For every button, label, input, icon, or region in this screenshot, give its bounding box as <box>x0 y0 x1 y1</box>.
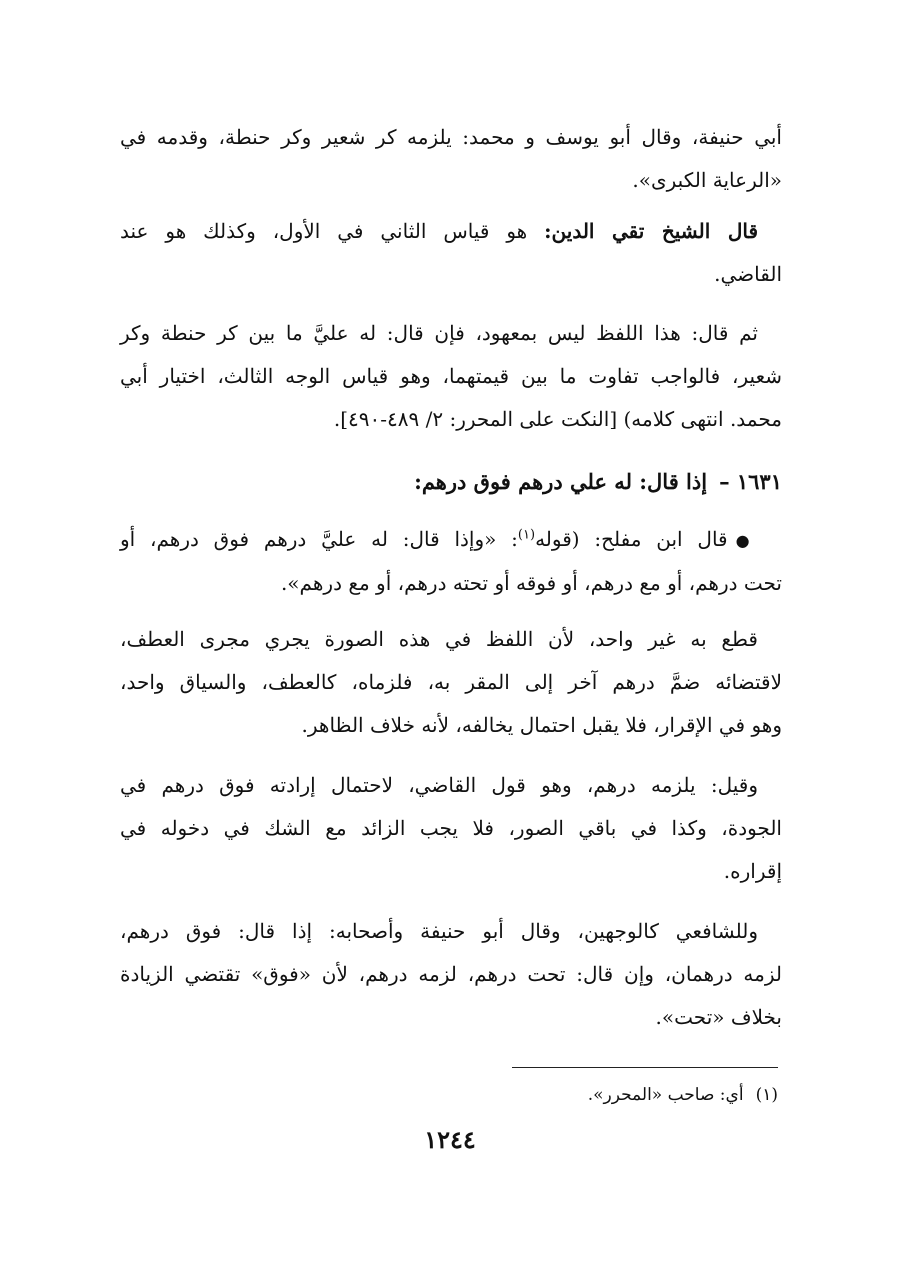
paragraph-text: : «وإذا قال: له عليَّ درهم فوق درهم، أو <box>120 527 518 551</box>
footnote-number: (١) <box>755 1085 778 1105</box>
paragraph-line: تحت درهم، أو مع درهم، أو فوقه أو تحته درهم، أو مع درهم». <box>280 571 782 595</box>
paragraph-text: هو قياس الثاني في الأول، وكذلك هو عند <box>120 219 545 243</box>
paragraph-1 <box>120 116 782 202</box>
paragraph-6 <box>120 910 782 1039</box>
paragraph-line: القاضي. <box>714 262 782 286</box>
paragraph-text: قال ابن مفلح: (قوله <box>535 527 728 551</box>
section-heading <box>120 462 782 502</box>
page-number: ١٢٤٤ <box>424 1125 476 1154</box>
footnote-reference[interactable]: (١) <box>517 527 536 543</box>
paragraph-line <box>120 518 782 562</box>
paragraph-line: ثم قال: هذا اللفظ ليس بمعهود، فإن قال: له عليَّ ما بين كر حنطة وكر <box>120 321 758 345</box>
footnote <box>400 1080 778 1110</box>
speaker-lead: قال الشيخ تقي الدين: <box>544 219 759 243</box>
paragraph-line: محمد. انتهى كلامه) [النكت على المحرر: ٢/ ٤٨٩-٤٩٠]. <box>333 407 782 431</box>
bullet-paragraph <box>120 518 782 605</box>
paragraph-line: وللشافعي كالوجهين، وقال أبو حنيفة وأصحابه: إذا قال: فوق درهم، <box>120 919 758 943</box>
section-number: ١٦٣١ – <box>719 469 782 494</box>
paragraph-line: بخلاف «تحت». <box>655 1005 782 1029</box>
paragraph-5 <box>120 764 782 893</box>
paragraph-line: وهو في الإقرار، فلا يقبل احتمال يخالفه، لأنه خلاف الظاهر. <box>301 713 782 737</box>
paragraph-4 <box>120 618 782 747</box>
paragraph-line: وقيل: يلزمه درهم، وهو قول القاضي، لاحتمال إرادته فوق درهم في <box>120 773 758 797</box>
paragraph-line: الجودة، وكذا في باقي الصور، فلا يجب الزائد مع الشك في دخوله في <box>120 816 782 840</box>
paragraph-3 <box>120 312 782 441</box>
paragraph-line: إقراره. <box>723 859 782 883</box>
section-title: إذا قال: له علي درهم فوق درهم: <box>414 469 708 494</box>
paragraph-line: لزمه درهمان، وإن قال: تحت درهم، لزمه درهم، لأن «فوق» تقتضي الزيادة <box>120 962 782 986</box>
paragraph-2 <box>120 210 782 296</box>
bullet-icon: ● <box>735 531 759 550</box>
paragraph-line: «الرعاية الكبرى». <box>632 168 782 192</box>
paragraph-line: قطع به غير واحد، لأن اللفظ في هذه الصورة يجري مجرى العطف، <box>120 627 758 651</box>
paragraph-line: شعير، فالواجب تفاوت ما بين قيمتهما، وهو قياس الوجه الثالث، اختيار أبي <box>120 364 782 388</box>
footnote-divider <box>512 1067 778 1068</box>
paragraph-line: لاقتضائه ضمَّ درهم آخر إلى المقر به، فلزماه، كالعطف، والسياق واحد، <box>120 670 783 694</box>
footnote-text: أي: صاحب «المحرر». <box>587 1085 744 1105</box>
paragraph-line: أبي حنيفة، وقال أبو يوسف و محمد: يلزمه كر شعير وكر حنطة، وقدمه في <box>120 125 782 149</box>
paragraph-line <box>120 210 782 253</box>
